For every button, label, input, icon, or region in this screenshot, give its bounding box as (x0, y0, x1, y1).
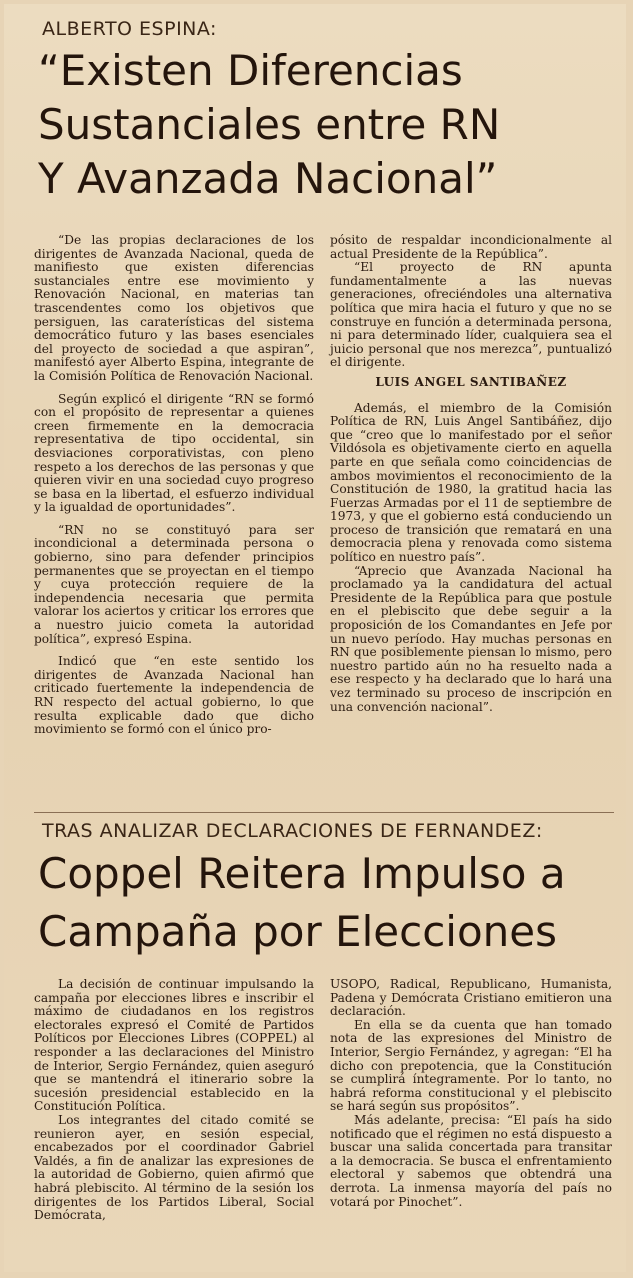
article2-headline-line2: Campaña por Elecciones (38, 907, 557, 956)
article1-headline-line2: Sustanciales entre RN (38, 100, 501, 149)
article1-subhead: LUIS ANGEL SANTIBAÑEZ (375, 374, 567, 389)
article2-left-paragraph: Los integrantes del citado comité se reunieron ayer, en sesión especial, encabezados por el coordinador Gabriel Valdés, a fin de analizar las expresiones de la autoridad de Gobierno, quien afirmó que habrá plebiscito. Al término de la sesión los dirigentes de los Partidos Liberal, Social Demócrata, (34, 1112, 314, 1223)
article1-headline-line3: Y Avanzada Nacional” (38, 154, 498, 203)
article2-right-paragraph: En ella se da cuenta que han tomado nota de las expresiones del Ministro de Interior, Sergio Fernández, y agregan: “El ha dicho con prepotencia, que la Constitución se cumplirá íntegramente. Por lo tanto, no habrá reforma constitucional y el plebiscito se hará según sus propósitos”. (330, 1017, 612, 1114)
article1-left-paragraph: “De las propias declaraciones de los dirigentes de Avanzada Nacional, queda de manifiesto que existen diferencias sustanciales entre ese movimiento y Renovación Nacional, en materias tan trascendentes como los objetivos que persiguen, las caraterísticas del sistema democrático futuro y las bases esenciales del proyecto de sociedad a que aspiran”, manifestó ayer Alberto Espina, integrante de la Comisión Política de Renovación Nacional. (34, 233, 314, 383)
article2-left-paragraph: La decisión de continuar impulsando la campaña por elecciones libres e inscribir el máximo de ciudadanos en los registros electorales expresó el Comité de Partidos Políticos por Elecciones Libres (COPPEL) al responder a las declaraciones del Ministro de Interior, Sergio Fernández, quien aseguró que se mantendrá el itinerario sobre la sucesión presidencial establecido en la Constitución Política. (34, 977, 314, 1114)
article1-right-paragraph: “El proyecto de RN apunta fundamentalmente a las nuevas generaciones, ofreciéndoles una alternativa política que mira hacia el futuro y que no se construye en función a determinada persona, ni para determinado líder, cualquiera sea el juicio personal que nos merezca”, puntualizó el dirigente. (330, 260, 612, 370)
article1-left-paragraph: Indicó que “en este sentido los dirigentes de Avanzada Nacional han criticado fuertemente la independencia de RN respecto del actual gobierno, lo que resulta explicable dado que dicho movimiento se formó con el único pro- (34, 654, 314, 737)
article1-right-paragraph: Además, el miembro de la Comisión Política de RN, Luis Angel Santibáñez, dijo que “creo que lo manifestado por el señor Vildósola es objetivamente cierto en aquella parte en que señala como coincidencias de ambos movimientos el reconocimiento de la Constitución de 1980, la gratitud hacia las Fuerzas Armadas por el 11 de septiembre de 1973, y que el gobierno está conduciendo un proceso de transición que rematará en una democracia plena y renovada como sistema político en nuestro país”. (330, 400, 612, 565)
article1-right-continuation: pósito de respaldar incondicionalmente al actual Presidente de la República”. (330, 233, 612, 261)
article-divider (34, 812, 614, 813)
article1-left-paragraph: Según explicó el dirigente “RN se formó con el propósito de representar a quienes creen firmemente en la democracia representativa de tipo occidental, sin desviaciones corporativistas, con pleno respeto a los derechos de las personas y que quieren vivir en una sociedad cuyo progreso se basa en la libertad, el esfuerzo individual y la igualdad de oportunidades”. (34, 391, 314, 515)
article1-kicker: ALBERTO ESPINA: (42, 18, 217, 40)
article2-right-continuation: USOPO, Radical, Republicano, Humanista, Padena y Demócrata Cristiano emitieron una declaración. (330, 977, 612, 1019)
article2-right-paragraph: Más adelante, precisa: “El país ha sido notificado que el régimen no está dispuesto a buscar una salida concertada para transitar a la democracia. Se busca el enfrentamiento electoral y sabemos que obtendrá una derrota. La inmensa mayoría del país no votará por Pinochet”. (330, 1112, 612, 1209)
article1-left-paragraph: “RN no se constituyó para ser incondicional a determinada persona o gobierno, sino para defender principios permanentes que se proyectan en el tiempo y cuya protección requiere de la independencia necesaria que permita valorar los aciertos y criticar los errores que a nuestro juicio cometa la autoridad política”, expresó Espina. (34, 522, 314, 646)
article1-right-paragraph: “Aprecio que Avanzada Nacional ha proclamado ya la candidatura del actual Presidente de la República para que postule en el plebiscito que debe seguir a la proposición de los Comandantes en Jefe por un nuevo período. Hay muchas personas en RN que posiblemente piensan lo mismo, pero nuestro partido aún no ha resuelto nada a ese respecto y ha declarado que lo hará una vez terminado su proceso de inscripción en una convención nacional”. (330, 563, 612, 714)
article1-left-column (34, 234, 314, 737)
article2-kicker: TRAS ANALIZAR DECLARACIONES DE FERNANDEZ: (42, 820, 543, 842)
article1-headline-line1: “Existen Diferencias (38, 46, 463, 95)
article1-right-column (330, 234, 612, 714)
article2-right-column (330, 978, 612, 1209)
newspaper-clipping (4, 4, 626, 1272)
article2-left-column (34, 978, 314, 1223)
article2-headline-line1: Coppel Reitera Impulso a (38, 849, 566, 898)
